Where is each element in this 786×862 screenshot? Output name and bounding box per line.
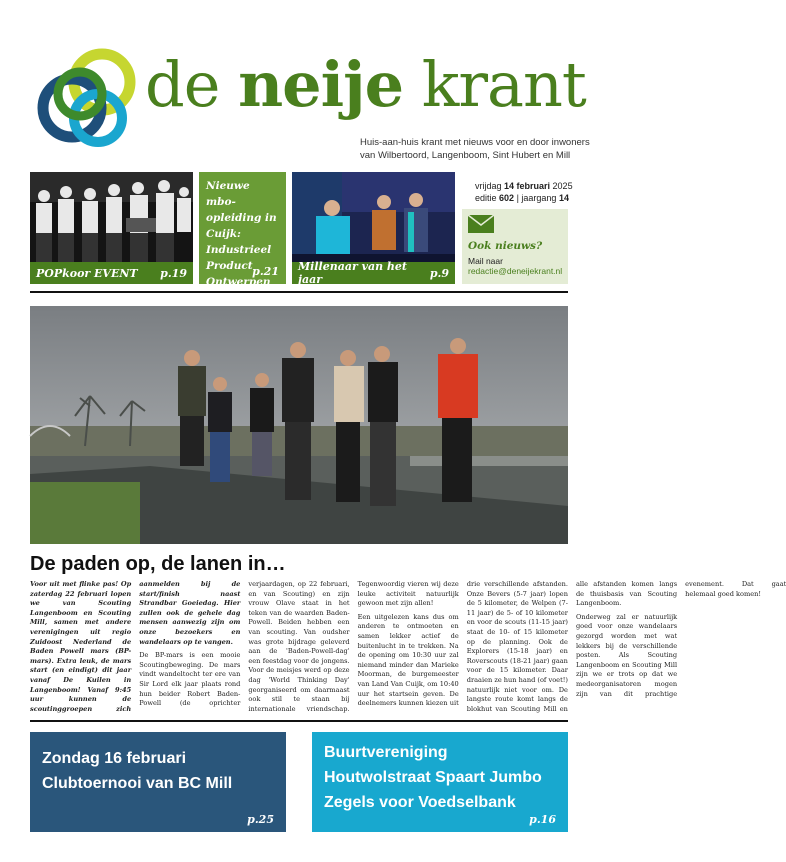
mbo-page: p.21 bbox=[252, 265, 279, 278]
issue-edition: editie 602 | jaargang 14 bbox=[475, 193, 569, 203]
masthead-tagline bbox=[360, 136, 590, 162]
millenaar-page: p.9 bbox=[429, 266, 449, 280]
divider-bottom bbox=[30, 720, 568, 722]
bc-mill-line1: Zondag 16 februari bbox=[42, 750, 187, 767]
buurt-line3: Zegels voor Voedselbank bbox=[324, 794, 516, 811]
teaser-mbo[interactable] bbox=[199, 172, 286, 288]
buurt-line2: Houtwolstraat Spaart Jumbo bbox=[324, 769, 542, 786]
millenaar-caption bbox=[292, 262, 455, 284]
buurt-page: p.16 bbox=[529, 813, 556, 826]
tagline-line2: van Wilbertoord, Langenboom, Sint Hubert en Mill bbox=[360, 150, 571, 161]
newspaper-logo bbox=[32, 44, 144, 156]
news-box-mail-link[interactable]: redactie@deneijekrant.nl bbox=[468, 266, 563, 276]
news-box-title: Ook nieuws? bbox=[468, 240, 543, 252]
popkoor-page: p.19 bbox=[160, 266, 187, 280]
popkoor-photo bbox=[30, 172, 193, 262]
masthead-title bbox=[145, 48, 586, 121]
article-paragraph-1: De BP-mars is een mooie Scoutingbeweging. De mars vindt wandeltocht ter ere van Sir Lord elk jaar plaats rond hun beider Robert Baden-Powell (de oprichter verjaardagen, op 22 februari, en van Scouting) en zijn vrouw Olave staat in het teken van de waarden Baden-Powell. Beiden hebben een van scouting. Van oudsher was grote bijdrage geleverd aan de 'Baden-Powell-dag' een feestdag voor de jongens. Voor de meisjes werd op deze dag 'World Thinking Day' georganiseerd om daarmaast ook stil te staan bij internationale vriendschap. Tegenwoordig vieren wij deze leuke activiteit natuurlijk gewoon met zijn allen! bbox=[139, 580, 459, 713]
article-body bbox=[30, 580, 786, 716]
mail-icon bbox=[468, 215, 494, 233]
article-lead: Voor uit met flinke pas! Op zaterdag 22 februari lopen we van Scouting Langenboom en Scouting Mill, samen met andere verenigingen uit regio Zuidoost Nederland de Baden Powell mars (BP-mars). Extra leuk, de mars start (en eindigt) dit jaar vanaf De Kuilen in Langenboom! Vanaf 9:45 uur kunnen de scoutinggroepen zich aanmelden bij de start/finish naast Strandbar Goeiedag. Hier zullen ook de gehele dag mensen aanwezig zijn om onze bezoekers en wandelaars op te vangen. bbox=[30, 580, 241, 713]
teaser-bc-mill[interactable] bbox=[30, 732, 286, 832]
issue-info bbox=[475, 180, 573, 204]
teaser-buurtvereniging[interactable] bbox=[312, 732, 568, 832]
bc-mill-page: p.25 bbox=[247, 813, 274, 826]
popkoor-label: POPkoor EVENT bbox=[36, 266, 138, 280]
news-box-mail-label: Mail naar bbox=[468, 256, 503, 266]
article-paragraph-2: Een uitgelezen kans dus om anderen te ontmoeten en samen lekker actief de buitenlucht in te trekken. Na de opening om 10:30 uur zal niemand minder dan Marieke Moorman, de burgemeester van Land Van Cuijk, om 10:40 uur het startsein geven. De deelnemers kunnen kiezen uit drie verschillende afstanden. Onze Bevers (5-7 jaar) lopen de 5 kilometer, de Welpen (7-11 jaar) de 5- of 10 kilometer en voor de scouts (11-15 jaar) staat de 10- of 15 kilometer op de planning. Ook de Explorers (15-18 jaar) en Roverscouts (18-21 jaar) gaan voor de 15 kilometer. Daar draaien ze hun hand (of voet!) natuurlijk niet voor om. De langste route komt langs de blokhut van Scouting Mill en alle afstanden komen langs de thuisbasis van Scouting Langenboom. bbox=[357, 580, 678, 713]
tagline-line1: Huis-aan-huis krant met nieuws voor en door inwoners bbox=[360, 137, 590, 148]
bc-mill-line2: Clubtoernooi van BC Mill bbox=[42, 775, 233, 792]
issue-date: vrijdag 14 februari 2025 bbox=[475, 181, 573, 191]
main-article-photo bbox=[30, 306, 568, 544]
masthead-title-part1: de bbox=[145, 48, 239, 121]
teaser-popkoor[interactable] bbox=[30, 172, 193, 284]
article-headline: De paden op, de lanen in… bbox=[30, 553, 286, 575]
news-submit-box bbox=[462, 209, 568, 284]
buurt-line1: Buurtvereniging bbox=[324, 744, 448, 761]
masthead-title-part2: neije bbox=[238, 48, 404, 121]
masthead-title-part3: krant bbox=[403, 48, 586, 121]
millenaar-photo bbox=[292, 172, 455, 262]
divider-top bbox=[30, 291, 568, 293]
popkoor-caption bbox=[30, 262, 193, 284]
article-paragraph-3: Onderweg zal er natuurlijk goed voor onze wandelaars gezorgd worden met wat lekkers bij de verschillende posten. Als Scouting Langenboom en Scouting Mill zijn we er trots op dat we medeorganisatoren mogen zijn van dit prachtige evenement. Dat gaat helemaal goed komen! bbox=[575, 580, 786, 698]
teaser-millenaar[interactable] bbox=[292, 172, 455, 284]
millenaar-label: Millenaar van het jaar bbox=[298, 260, 408, 286]
mbo-text: Nieuwe mbo-opleiding in Cuijk: Industrieel Product Ontwerpen bbox=[206, 180, 277, 288]
